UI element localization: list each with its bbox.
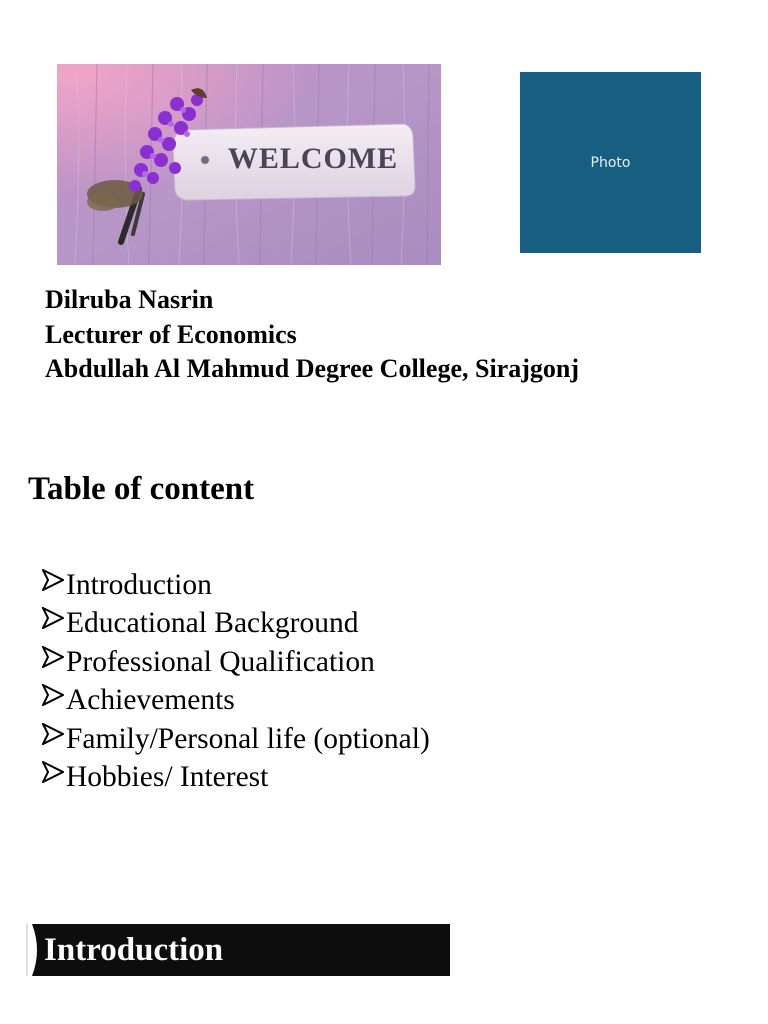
toc-item-educational-background bbox=[42, 604, 430, 642]
section-title: Introduction bbox=[44, 932, 224, 968]
arrowhead-bullet-icon bbox=[42, 566, 66, 604]
toc-list bbox=[42, 566, 430, 796]
toc-item-label: Introduction bbox=[66, 569, 212, 601]
section-header-bar bbox=[26, 924, 450, 976]
arrowhead-bullet-icon bbox=[42, 720, 66, 758]
toc-item-label: Educational Background bbox=[66, 607, 359, 640]
toc-item-hobbies-interest bbox=[42, 758, 430, 796]
toc-item-professional-qualification bbox=[42, 643, 430, 681]
welcome-sign-text: WELCOME bbox=[227, 142, 399, 175]
toc-heading: Table of content bbox=[28, 471, 255, 507]
toc-item-family-personal-life bbox=[42, 720, 430, 758]
author-position: Lecturer of Economics bbox=[45, 319, 297, 349]
photo-placeholder bbox=[520, 72, 701, 253]
arrowhead-bullet-icon bbox=[42, 643, 66, 681]
author-institution: Abdullah Al Mahmud Degree College, Sirajgonj bbox=[45, 354, 579, 383]
author-info bbox=[45, 283, 579, 387]
author-name: Dilruba Nasrin bbox=[45, 285, 214, 314]
welcome-sign-illustration bbox=[57, 64, 441, 265]
photo-label: Photo bbox=[590, 154, 631, 171]
welcome-banner-image bbox=[57, 64, 441, 265]
toc-item-label: Achievements bbox=[66, 684, 235, 717]
toc-item-label: Family/Personal life (optional) bbox=[66, 722, 430, 755]
section-bar-notch bbox=[26, 924, 40, 976]
arrowhead-bullet-icon bbox=[42, 758, 66, 796]
arrowhead-bullet-icon bbox=[42, 604, 66, 642]
toc-item-label: Professional Qualification bbox=[66, 645, 375, 678]
toc-item-label: Hobbies/ Interest bbox=[66, 761, 269, 794]
arrowhead-bullet-icon bbox=[42, 681, 66, 719]
toc-item-introduction bbox=[42, 566, 430, 604]
toc-item-achievements bbox=[42, 681, 430, 719]
